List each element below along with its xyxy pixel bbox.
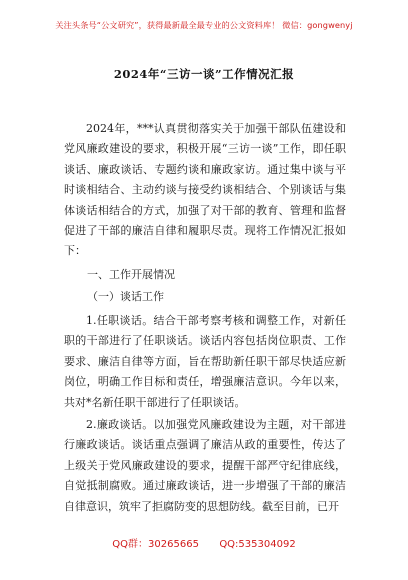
intro-paragraph: 2024年，***认真贯彻落实关于加强干部队伍建设和党风廉政建设的要求，积极开展“三访一谈”工作，即任职谈话、廉政谈话、专题约谈和廉政家访。通过集中谈与平时谈相结合、主动约谈与接受约谈相结合、个别谈话与集体谈话相结合的方式，加强了对干部的教育、管理和监督促进了干部的廉洁自律和履职尽责。现将工作情况汇报如下：: [64, 122, 346, 258]
qq-text: QQ:535304092: [219, 539, 296, 550]
item-paragraph-1: 1.任职谈话。结合干部考察考核和调整工作，对新任职的干部进行了任职谈话。谈话内容包括岗位职责、工作要求、廉洁自律等方面，旨在帮助新任职干部尽快适应新岗位，明确工作目标和责任，增强廉洁意识。今年以来，共对*名新任职干部进行了任职谈话。: [64, 314, 346, 409]
header-banner: 关注头条号“公文研究”，获得最新最全最专业的公文资料库！ 微信：gongwenyj: [55, 20, 353, 30]
qq-group-text: QQ群：30265665: [112, 539, 199, 550]
footer-banner: [0, 535, 408, 550]
item-paragraph-2: 2.廉政谈话。以加强党风廉政建设为主题，对干部进行廉政谈话。谈话重点强调了廉洁从政的重要性，传达了上级关于党风廉政建设的要求，提醒干部严守纪律底线，自觉抵制腐败。通过廉政谈话，进一步增强了干部的廉洁自律意识，筑牢了拒腐防变的思想防线。截至目前，已开: [64, 418, 346, 513]
section-heading-1: 一、工作开展情况: [87, 268, 175, 281]
section-heading-2: （一）谈话工作: [87, 290, 164, 303]
page-title: 2024年“三访一谈”工作情况汇报: [113, 67, 295, 81]
